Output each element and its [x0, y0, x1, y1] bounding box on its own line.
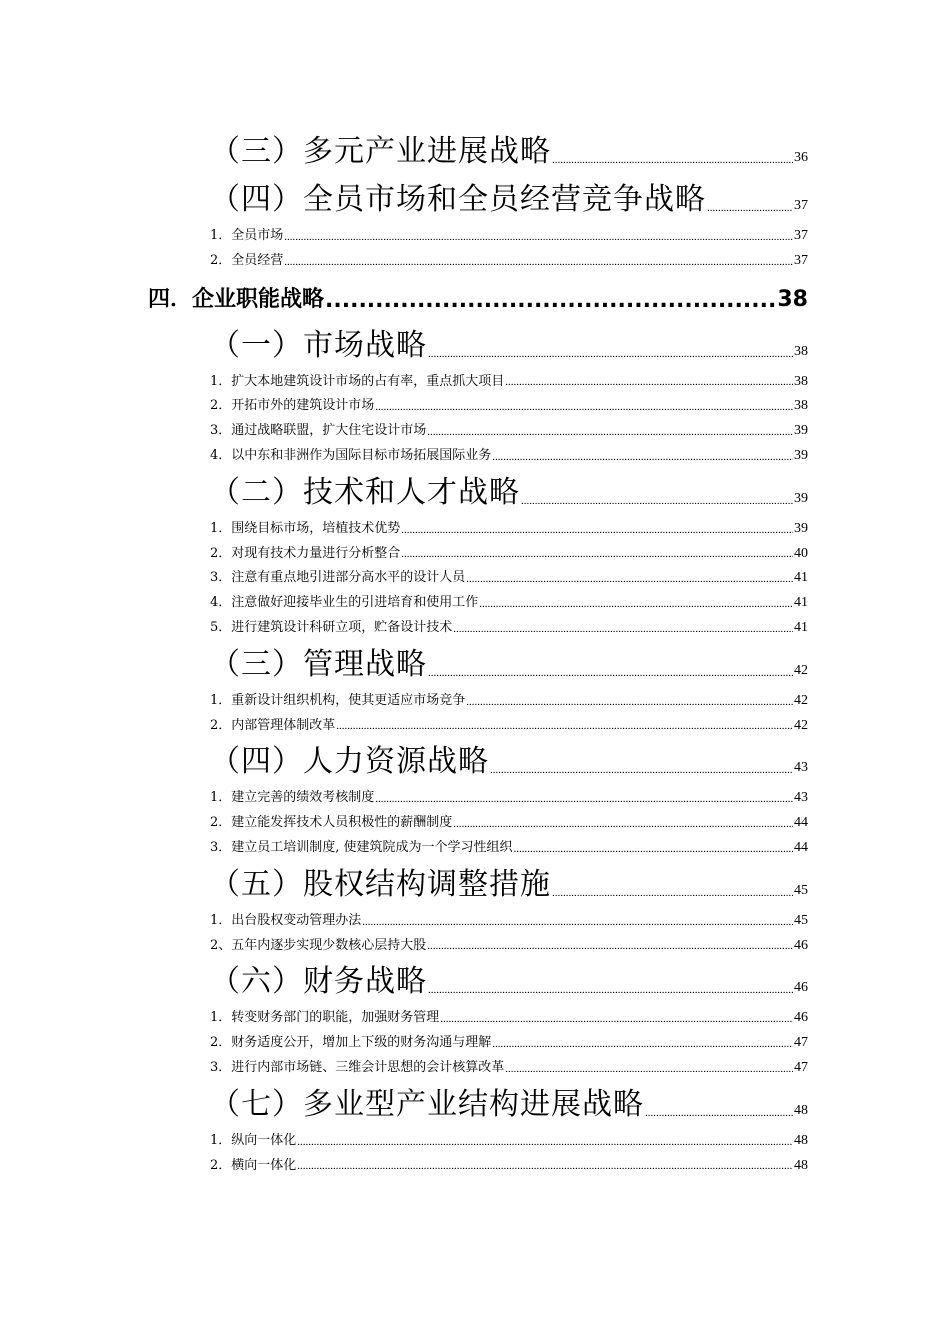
toc-page-number: 48 [794, 1157, 808, 1173]
toc-entry-label: 4．以中东和非洲作为国际目标市场拓展国际业务 [210, 447, 492, 463]
toc-section-entry[interactable] [148, 1081, 808, 1129]
toc-page-number: 48 [794, 1132, 808, 1148]
toc-page-number: 42 [794, 717, 808, 733]
toc-section-entry[interactable] [148, 128, 808, 176]
toc-entry-label: 4．注意做好迎接毕业生的引进培育和使用工作 [210, 595, 479, 611]
toc-dot-leader [453, 818, 793, 830]
toc-page-number: 37 [794, 228, 808, 243]
toc-item-entry[interactable] [148, 1056, 808, 1081]
toc-page-number: 37 [794, 198, 808, 213]
toc-dot-leader [375, 401, 793, 413]
toc-item-entry[interactable] [148, 786, 808, 811]
toc-page-number: 41 [794, 619, 808, 635]
toc-item-entry[interactable] [148, 1031, 808, 1056]
toc-page-number: 39 [794, 520, 808, 536]
toc-section-entry[interactable] [148, 958, 808, 1006]
toc-entry-label: 3．建立员工培训制度, 使建筑院成为一个学习性组织 [210, 839, 513, 855]
toc-page-number: 45 [794, 912, 808, 928]
toc-dot-leader [645, 1107, 793, 1119]
toc-dot-leader [428, 984, 793, 996]
toc-item-entry[interactable] [148, 909, 808, 934]
toc-page-number: 48 [794, 1102, 808, 1118]
toc-dot-leader [375, 793, 793, 805]
toc-entry-label: 1．转变财务部门的职能，加强财务管理 [210, 1010, 440, 1026]
toc-entry-label: 2．开拓市外的建筑设计市场 [210, 398, 375, 414]
toc-entry-label: 四．企业职能战略 [148, 286, 325, 312]
toc-dot-leader [401, 548, 793, 560]
toc-entry-label: 1．纵向一体化 [210, 1132, 297, 1148]
toc-dot-leader [521, 495, 793, 507]
toc-dot-leader [492, 451, 793, 463]
toc-section-entry[interactable] [148, 641, 808, 689]
toc-item-entry[interactable] [148, 566, 808, 591]
toc-item-entry[interactable] [148, 249, 808, 274]
toc-dot-leader [428, 348, 793, 360]
toc-page-number: 46 [794, 1010, 808, 1026]
toc-dot-leader [490, 764, 793, 776]
toc-page-number: 36 [794, 150, 808, 165]
toc-section-entry[interactable] [148, 322, 808, 370]
toc-dot-leader [552, 887, 793, 899]
toc-entry-label: （四）人力资源战略 [210, 744, 489, 780]
toc-chapter-entry[interactable] [148, 280, 808, 320]
toc-dot-leader [297, 1160, 793, 1172]
toc-entry-label: 5．进行建筑设计科研立项，贮备设计技术 [210, 619, 453, 635]
toc-page-number: 47 [794, 1059, 808, 1075]
toc-dot-leader [336, 720, 793, 732]
toc-page-number: 43 [794, 790, 808, 806]
toc-page-number: 41 [794, 570, 808, 586]
toc-entry-label: 1．出台股权变动管理办法 [210, 912, 362, 928]
toc-page-number: 38 [777, 286, 808, 312]
toc-item-entry[interactable] [148, 1006, 808, 1031]
toc-dot-leader [707, 202, 793, 214]
toc-page-number: 39 [794, 423, 808, 439]
toc-entry-label: 2．财务适度公开，增加上下级的财务沟通与理解 [210, 1035, 492, 1051]
toc-item-entry[interactable] [148, 419, 808, 444]
table-of-contents [148, 128, 808, 1178]
toc-dot-leader [466, 573, 793, 585]
toc-item-entry[interactable] [148, 224, 808, 249]
toc-page-number: 47 [794, 1035, 808, 1051]
toc-page-number: 46 [794, 937, 808, 953]
toc-entry-label: 2．全员经营 [210, 252, 284, 268]
toc-page-number: 38 [794, 373, 808, 389]
toc-section-entry[interactable] [148, 176, 808, 224]
toc-page-number: 46 [794, 980, 808, 996]
toc-dot-leader [552, 154, 793, 166]
toc-page-number: 42 [794, 692, 808, 708]
toc-dot-leader [401, 524, 793, 536]
toc-item-entry[interactable] [148, 517, 808, 542]
toc-item-entry[interactable] [148, 591, 808, 616]
toc-dot-leader [362, 916, 793, 928]
toc-entry-label: 1．围绕目标市场，培植技术优势 [210, 520, 401, 536]
toc-entry-label: 1．全员市场 [210, 228, 284, 243]
toc-entry-label: 3．注意有重点地引进部分高水平的设计人员 [210, 570, 466, 586]
toc-page-number: 38 [794, 398, 808, 414]
toc-page-number: 37 [794, 252, 808, 268]
toc-dot-leader [453, 623, 793, 635]
toc-entry-label: 2．内部管理体制改革 [210, 717, 336, 733]
toc-page-number: 38 [794, 343, 808, 359]
toc-item-entry[interactable] [148, 394, 808, 419]
toc-page-number: 41 [794, 595, 808, 611]
toc-item-entry[interactable] [148, 1154, 808, 1179]
toc-item-entry[interactable] [148, 934, 808, 959]
toc-item-entry[interactable] [148, 689, 808, 714]
toc-dot-leader [428, 667, 793, 679]
toc-page-number: 42 [794, 662, 808, 678]
toc-item-entry[interactable] [148, 714, 808, 739]
toc-page-number: 39 [794, 447, 808, 463]
toc-item-entry[interactable] [148, 1129, 808, 1154]
toc-page-number: 44 [794, 815, 808, 831]
toc-dot-leader [427, 940, 793, 952]
toc-entry-label: 3．通过战略联盟，扩大住宅设计市场 [210, 423, 427, 439]
toc-dot-leader [284, 256, 793, 268]
toc-item-entry[interactable] [148, 616, 808, 641]
toc-page-number: 40 [794, 545, 808, 561]
toc-entry-label: （四）全员市场和全员经营竞争战略 [210, 182, 706, 217]
toc-dot-leader [284, 231, 793, 243]
toc-entry-label: （五）股权结构调整措施 [210, 866, 551, 902]
toc-entry-label: （二）技术和人才战略 [210, 474, 520, 510]
toc-page-number: 44 [794, 839, 808, 855]
toc-dot-leader [440, 1013, 793, 1025]
toc-entry-label: 2．建立能发挥技术人员积极性的薪酬制度 [210, 815, 453, 831]
toc-page-number: 39 [794, 490, 808, 506]
toc-entry-label: 2、五年内逐步实现少数核心层持大股 [210, 937, 427, 953]
toc-entry-label: 1．建立完善的绩效考核制度 [210, 790, 375, 806]
toc-entry-label: （三）多元产业进展战略 [210, 134, 551, 169]
toc-item-entry[interactable] [148, 542, 808, 567]
toc-entry-label: （三）管理战略 [210, 646, 427, 682]
toc-entry-label: 2．对现有技术力量进行分析整合 [210, 545, 401, 561]
toc-entry-label: （一）市场战略 [210, 327, 427, 363]
toc-dot-leader [325, 290, 776, 312]
toc-dot-leader [514, 843, 793, 855]
toc-item-entry[interactable] [148, 811, 808, 836]
toc-item-entry[interactable] [148, 836, 808, 861]
toc-dot-leader [505, 376, 793, 388]
toc-dot-leader [505, 1063, 793, 1075]
toc-dot-leader [479, 598, 793, 610]
toc-entry-label: （六）财务战略 [210, 964, 427, 1000]
toc-dot-leader [492, 1038, 793, 1050]
toc-entry-label: 1．重新设计组织机构，使其更适应市场竞争 [210, 692, 466, 708]
toc-item-entry[interactable] [148, 370, 808, 395]
toc-item-entry[interactable] [148, 444, 808, 469]
toc-dot-leader [427, 426, 793, 438]
toc-section-entry[interactable] [148, 861, 808, 909]
toc-entry-label: 1．扩大本地建筑设计市场的占有率，重点抓大项目 [210, 373, 505, 389]
toc-section-entry[interactable] [148, 738, 808, 786]
toc-entry-label: 3．进行内部市场链、三维会计思想的会计核算改革 [210, 1059, 505, 1075]
toc-page-number: 45 [794, 882, 808, 898]
toc-entry-label: 2．横向一体化 [210, 1157, 297, 1173]
toc-entry-label: （七）多业型产业结构进展战略 [210, 1086, 644, 1122]
toc-page-number: 43 [794, 760, 808, 776]
toc-dot-leader [466, 696, 793, 708]
toc-section-entry[interactable] [148, 469, 808, 517]
toc-dot-leader [297, 1136, 793, 1148]
